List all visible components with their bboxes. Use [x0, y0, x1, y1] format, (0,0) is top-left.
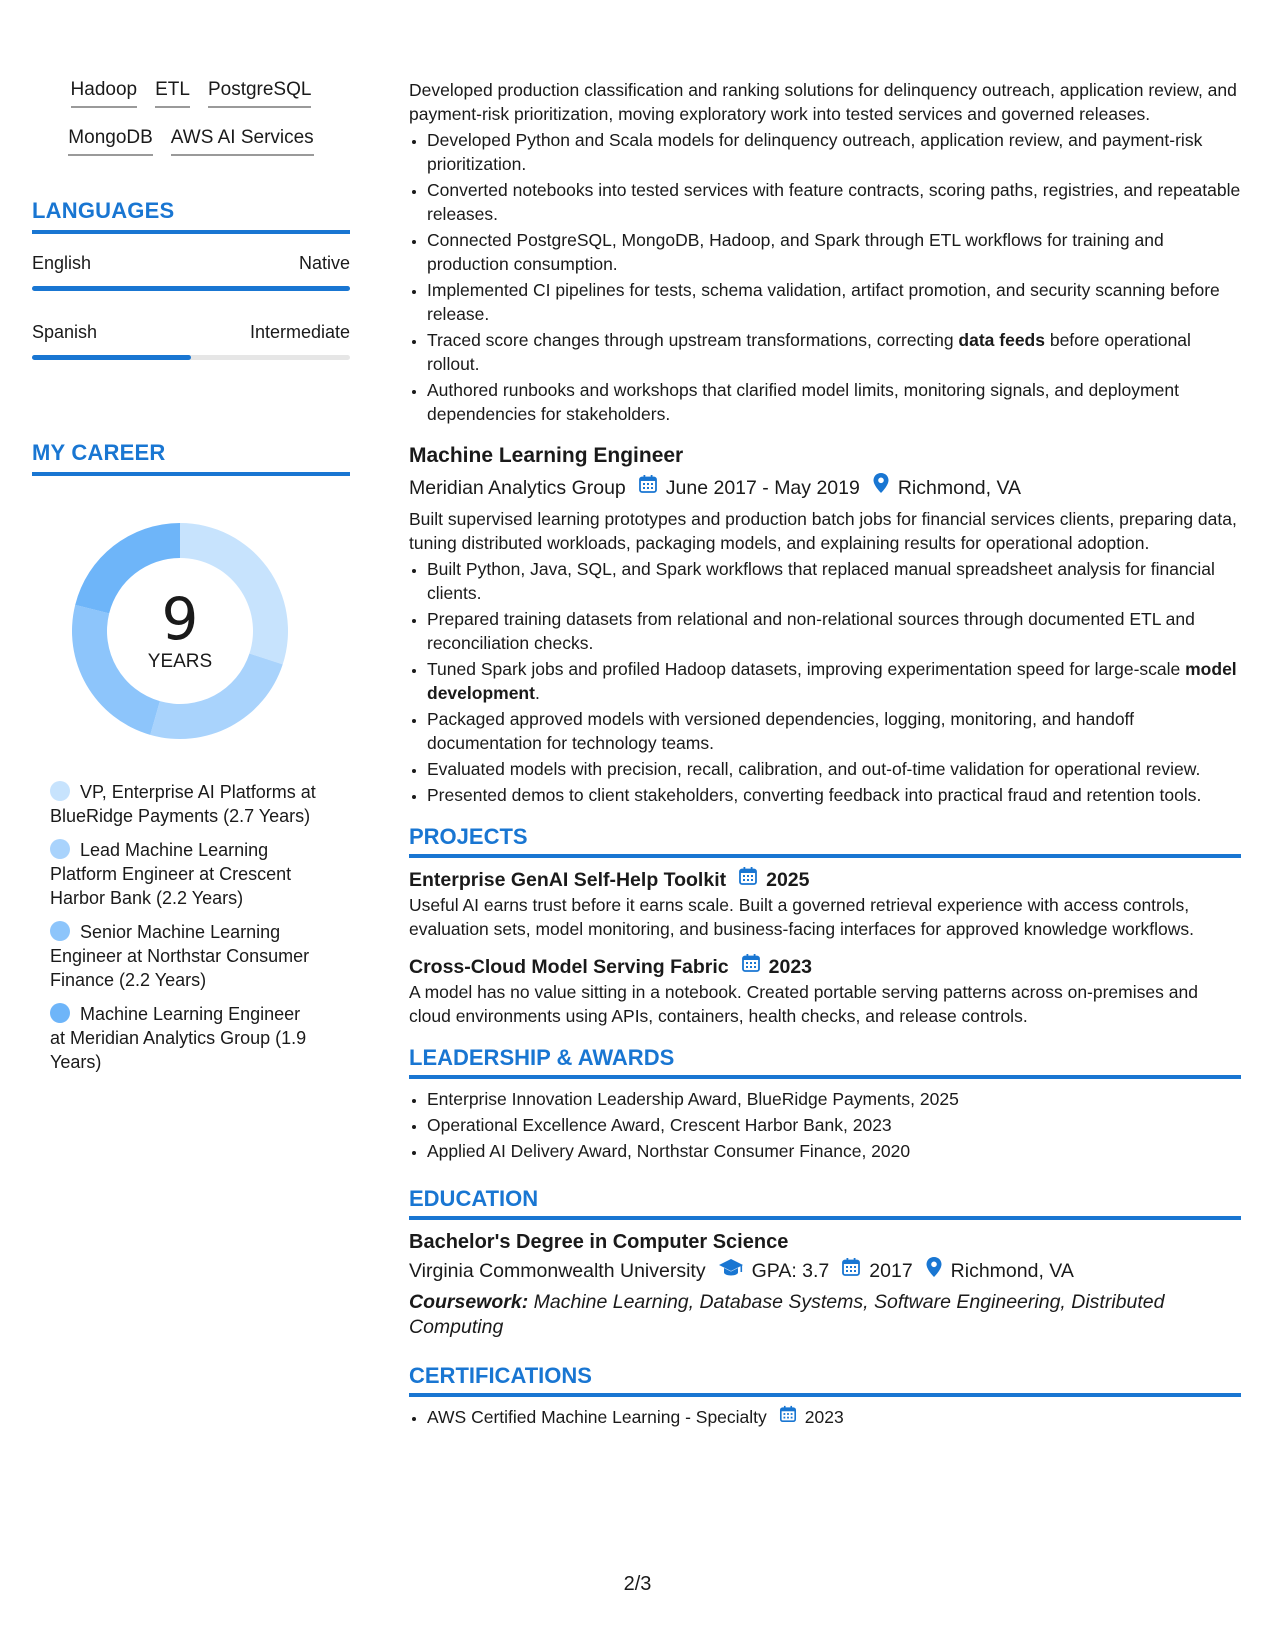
- language-name: Spanish: [32, 322, 98, 342]
- language-bar: [32, 286, 350, 291]
- education-heading: EDUCATION: [409, 1185, 1241, 1220]
- awards-list: [409, 1087, 1241, 1163]
- donut-center: [65, 516, 295, 746]
- legend-dot: [50, 839, 70, 859]
- education-location: Richmond, VA: [950, 1260, 1074, 1282]
- job-bullet: • Authored runbooks and workshops that clarified model limits, monitoring signals, and deployment dependencies for stakeholders.: [427, 378, 1241, 426]
- coursework-label: Coursework:: [409, 1291, 529, 1313]
- skill-tag: ETL: [155, 78, 190, 108]
- bullet-text: .: [534, 683, 540, 703]
- location-pin-icon: [872, 472, 890, 503]
- career-legend-label: Machine Learning Engineer at Meridian Analytics Group (1.9 Years): [50, 1004, 307, 1072]
- skill-tag: Hadoop: [71, 78, 138, 108]
- job-bullet: [427, 657, 1241, 705]
- calendar-icon: [779, 1405, 797, 1429]
- language-item: [32, 321, 350, 360]
- degree-name: Bachelor's Degree in Computer Science: [409, 1231, 789, 1253]
- job-bullet: • Built Python, Java, SQL, and Spark workflows that replaced manual spreadsheet analysis for financial clients.: [427, 557, 1241, 605]
- bullet-bold-text: data feeds: [958, 330, 1045, 350]
- job-summary: Developed production classification and ranking solutions for delinquency outreach, application review, and payment-risk prioritization, moving exploratory work into tested services and governed releases.: [409, 80, 1237, 124]
- job-bullet: [427, 328, 1241, 376]
- coursework-list: Machine Learning, Database Systems, Software Engineering, Distributed Computing: [409, 1291, 1165, 1338]
- job-bullet: • Prepared training datasets from relational and non-relational sources through documented ETL and reconciliation checks.: [427, 607, 1241, 655]
- job-location: Richmond, VA: [897, 476, 1022, 499]
- job-bullet: • Implemented CI pipelines for tests, schema validation, artifact promotion, and security scanning before release.: [427, 278, 1241, 326]
- career-legend-item: [50, 1002, 320, 1074]
- location-pin-icon: [925, 1256, 943, 1286]
- page-number: 2/3: [623, 1573, 652, 1595]
- career-legend: [32, 780, 320, 1074]
- certification-name: • AWS Certified Machine Learning - Specialty: [427, 1407, 767, 1427]
- job-title: Machine Learning Engineer: [409, 444, 684, 467]
- calendar-icon: [841, 1257, 861, 1285]
- project-name: Cross-Cloud Model Serving Fabric: [409, 955, 729, 978]
- calendar-icon: [638, 473, 658, 503]
- awards-heading: LEADERSHIP & AWARDS: [409, 1044, 1241, 1079]
- job-summary: Built supervised learning prototypes and production batch jobs for financial services clients, preparing data, tuning distributed workloads, packaging models, and explaining results for operational adoption.: [409, 509, 1237, 553]
- job-bullet: • Converted notebooks into tested services with feature contracts, scoring paths, registries, and repeatable releases.: [427, 178, 1241, 226]
- project-item: [409, 866, 1241, 941]
- language-bar-fill: [32, 355, 191, 360]
- certifications-list: [409, 1405, 1241, 1429]
- language-item: [32, 252, 350, 291]
- career-legend-label: Lead Machine Learning Platform Engineer at Crescent Harbor Bank (2.2 Years): [50, 840, 292, 908]
- skill-tag: MongoDB: [68, 126, 153, 156]
- job-bullet: • Evaluated models with precision, recall, calibration, and out-of-time validation for operational review.: [427, 757, 1241, 781]
- career-legend-item: [50, 780, 320, 828]
- bullet-bold-text: model development: [427, 659, 1237, 703]
- job-bullet: • Developed Python and Scala models for delinquency outreach, application review, and payment-risk prioritization.: [427, 128, 1241, 176]
- legend-dot: [50, 1003, 70, 1023]
- language-name: English: [32, 253, 92, 273]
- skills-row-2: [32, 126, 350, 156]
- certification-year: 2023: [804, 1407, 844, 1427]
- calendar-icon: [741, 953, 761, 980]
- legend-dot: [50, 921, 70, 941]
- project-year: 2025: [766, 868, 810, 891]
- skills-row-1: [32, 78, 350, 108]
- language-level: Intermediate: [249, 322, 350, 342]
- total-years-label: YEARS: [147, 651, 213, 672]
- career-legend-label: Senior Machine Learning Engineer at Northstar Consumer Finance (2.2 Years): [50, 922, 310, 990]
- career-legend-item: [50, 920, 320, 992]
- project-item: [409, 953, 1241, 1028]
- right-column: [409, 78, 1241, 1431]
- award-item: • Enterprise Innovation Leadership Award, BlueRidge Payments, 2025: [427, 1087, 1241, 1111]
- project-name: Enterprise GenAI Self-Help Toolkit: [409, 868, 727, 891]
- award-item: • Applied AI Delivery Award, Northstar Consumer Finance, 2020: [427, 1139, 1241, 1163]
- company-name: Meridian Analytics Group: [409, 476, 626, 499]
- project-year: 2023: [768, 955, 813, 978]
- career-donut-chart: [65, 516, 295, 746]
- projects-heading: PROJECTS: [409, 823, 1241, 858]
- school-name: Virginia Commonwealth University: [409, 1260, 706, 1282]
- coursework: [409, 1290, 1241, 1340]
- legend-dot: [50, 781, 70, 801]
- bullet-text: Traced score changes through upstream transformations, correcting: [427, 330, 959, 350]
- left-column: [32, 78, 350, 1084]
- job-bullets: [409, 128, 1241, 426]
- skill-tag: AWS AI Services: [171, 126, 314, 156]
- gpa: GPA: 3.7: [751, 1260, 830, 1282]
- bullet-text: before operational rollout.: [427, 330, 1191, 374]
- bullet-text: Tuned Spark jobs and profiled Hadoop datasets, improving experimentation speed for large-scale: [427, 659, 1186, 679]
- total-years-number: 9: [161, 585, 199, 653]
- language-level: Native: [298, 253, 350, 273]
- calendar-icon: [738, 866, 758, 893]
- skill-tag: PostgreSQL: [208, 78, 312, 108]
- languages-heading: LANGUAGES: [32, 198, 350, 234]
- education-meta: [409, 1256, 1241, 1286]
- job-meta: [409, 472, 1241, 503]
- job-bullet: • Packaged approved models with versioned dependencies, logging, monitoring, and handoff documentation for technology teams.: [427, 707, 1241, 755]
- job-bullet: • Presented demos to client stakeholders, converting feedback into practical fraud and retention tools.: [427, 783, 1241, 807]
- career-heading: MY CAREER: [32, 440, 350, 476]
- career-legend-item: [50, 838, 320, 910]
- language-bar-fill: [32, 286, 350, 291]
- graduation-cap-icon: [718, 1257, 744, 1285]
- certifications-heading: CERTIFICATIONS: [409, 1362, 1241, 1397]
- project-description: A model has no value sitting in a notebook. Created portable serving patterns across on-premises and cloud environments using APIs, containers, health checks, and release controls.: [409, 982, 1198, 1026]
- certification-item: [427, 1405, 1241, 1429]
- project-description: Useful AI earns trust before it earns scale. Built a governed retrieval experience with access controls, evaluation sets, model monitoring, and business-facing interfaces for approved knowledge workflows.: [409, 895, 1195, 939]
- career-legend-label: VP, Enterprise AI Platforms at BlueRidge Payments (2.7 Years): [50, 782, 316, 826]
- job-bullets: [409, 557, 1241, 807]
- award-item: • Operational Excellence Award, Crescent Harbor Bank, 2023: [427, 1113, 1241, 1137]
- language-bar: [32, 355, 350, 360]
- graduation-year: 2017: [869, 1260, 913, 1282]
- job-dates: June 2017 - May 2019: [665, 476, 860, 499]
- job-bullet: • Connected PostgreSQL, MongoDB, Hadoop, and Spark through ETL workflows for training and production consumption.: [427, 228, 1241, 276]
